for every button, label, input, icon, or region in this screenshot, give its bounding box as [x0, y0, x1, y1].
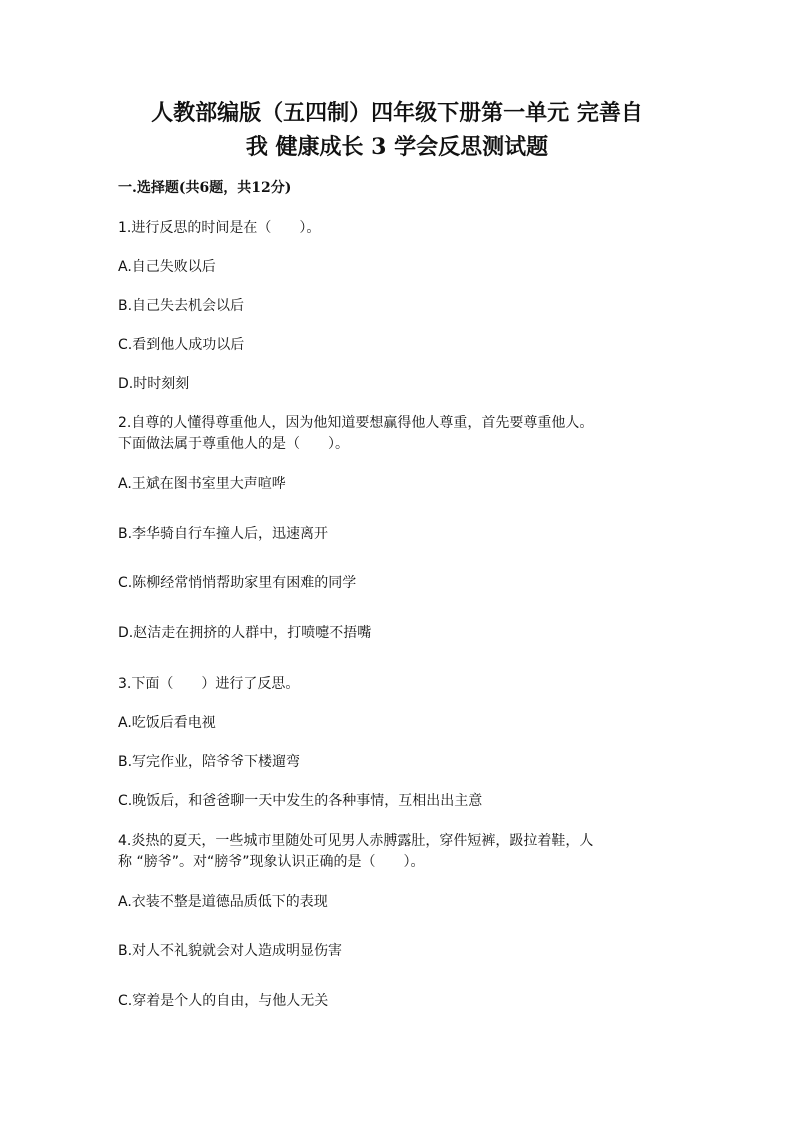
question-2-option-a: A.王斌在图书室里大声喧哗 [118, 476, 286, 492]
question-2-option-c: C.陈柳经常悄悄帮助家里有困难的同学 [118, 575, 357, 591]
question-2-stem-line-2: 下面做法属于尊重他人的是（ ）。 [118, 436, 349, 452]
question-4-option-a: A.衣装不整是道德品质低下的表现 [118, 894, 328, 910]
question-4-stem-line-1: 4.炎热的夏天，一些城市里随处可见男人赤膊露肚，穿件短裤，趿拉着鞋，人 [118, 833, 594, 849]
question-2-option-b: B.李华骑自行车撞人后，迅速离开 [118, 526, 329, 542]
question-2-option-d: D.赵洁走在拥挤的人群中，打喷嚏不捂嘴 [118, 625, 372, 641]
title-line-2: 我 健康成长 3 学会反思测试题 [245, 134, 549, 160]
question-1-stem: 1.进行反思的时间是在（ ）。 [118, 220, 321, 236]
question-4-option-b: B.对人不礼貌就会对人造成明显伤害 [118, 943, 343, 959]
question-1-option-d: D.时时刻刻 [118, 376, 190, 392]
question-4-stem-line-2: 称 “膀爷”。对“膀爷”现象认识正确的是（ ）。 [118, 854, 425, 870]
question-1-option-c: C.看到他人成功以后 [118, 337, 245, 353]
question-3-stem: 3.下面（ ）进行了反思。 [118, 676, 300, 692]
section-heading: 一.选择题(共6题，共12分) [118, 180, 292, 196]
document-title [100, 96, 694, 164]
question-3-option-a: A.吃饭后看电视 [118, 715, 216, 731]
question-1-option-a: A.自己失败以后 [118, 259, 216, 275]
question-1-option-b: B.自己失去机会以后 [118, 298, 245, 314]
question-3-option-c: C.晚饭后，和爸爸聊一天中发生的各种事情，互相出出主意 [118, 793, 483, 809]
title-line-1: 人教部编版（五四制）四年级下册第一单元 完善自 [151, 100, 643, 126]
question-4-option-c: C.穿着是个人的自由，与他人无关 [118, 993, 329, 1009]
question-2-stem-line-1: 2.自尊的人懂得尊重他人，因为他知道要想赢得他人尊重，首先要尊重他人。 [118, 415, 594, 431]
question-3-option-b: B.写完作业，陪爷爷下楼遛弯 [118, 754, 301, 770]
